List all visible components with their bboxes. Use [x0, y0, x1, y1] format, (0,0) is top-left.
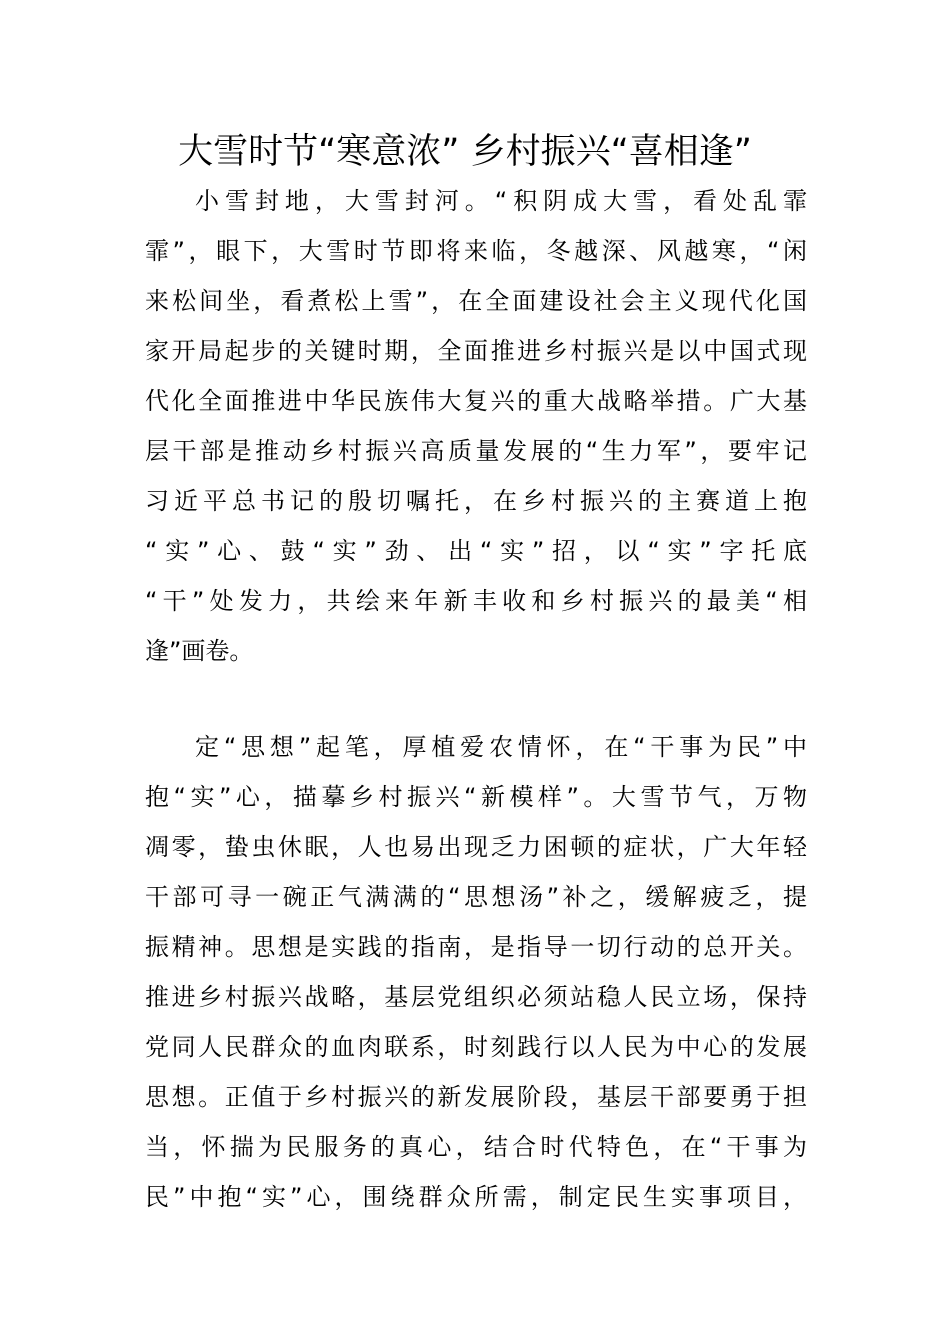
- paragraph-line: 层干部是推动乡村振兴高质量发展的“生力军”，要牢记: [145, 437, 807, 465]
- paragraph-line: 习近平总书记的殷切嘱托，在乡村振兴的主赛道上抱: [145, 487, 807, 515]
- paragraph-line: 代化全面推进中华民族伟大复兴的重大战略举措。广大基: [145, 387, 807, 415]
- paragraph-line: 定“思想”起笔，厚植爱农情怀，在“干事为民”中: [195, 733, 807, 761]
- paragraph-2: [145, 722, 807, 1222]
- paragraph-line: 党同人民群众的血肉联系，时刻践行以人民为中心的发展: [145, 1033, 807, 1061]
- document-title: 大雪时节“寒意浓” 乡村振兴“喜相逢”: [178, 132, 752, 172]
- paragraph-line: 当，怀揣为民服务的真心，结合时代特色，在“干事为: [145, 1133, 807, 1161]
- paragraph-line: 家开局起步的关键时期，全面推进乡村振兴是以中国式现: [145, 337, 807, 365]
- paragraph-line: 民”中抱“实”心，围绕群众所需，制定民生实事项目，: [145, 1183, 807, 1211]
- paragraph-line: 抱“实”心，描摹乡村振兴“新模样”。大雪节气，万物: [145, 783, 807, 811]
- paragraph-line: 振精神。思想是实践的指南，是指导一切行动的总开关。: [145, 933, 807, 961]
- paragraph-line: 霏”，眼下，大雪时节即将来临，冬越深、风越寒，“闲: [145, 237, 807, 265]
- paragraph-line: “实”心、鼓“实”劲、出“实”招，以“实”字托底: [145, 537, 807, 565]
- paragraph-line: 干部可寻一碗正气满满的“思想汤”补之，缓解疲乏，提: [145, 883, 807, 911]
- paragraph-1: [145, 176, 807, 676]
- paragraph-line: 逢”画卷。: [145, 637, 254, 665]
- paragraph-line: “干”处发力，共绘来年新丰收和乡村振兴的最美“相: [145, 587, 807, 615]
- paragraph-line: 思想。正值于乡村振兴的新发展阶段，基层干部要勇于担: [145, 1083, 807, 1111]
- paragraph-line: 凋零，蛰虫休眠，人也易出现乏力困顿的症状，广大年轻: [145, 833, 807, 861]
- paragraph-line: 推进乡村振兴战略，基层党组织必须站稳人民立场，保持: [145, 983, 807, 1011]
- paragraph-line: 来松间坐，看煮松上雪”，在全面建设社会主义现代化国: [145, 287, 807, 315]
- paragraph-line: 小雪封地，大雪封河。“积阴成大雪，看处乱霏: [195, 187, 807, 215]
